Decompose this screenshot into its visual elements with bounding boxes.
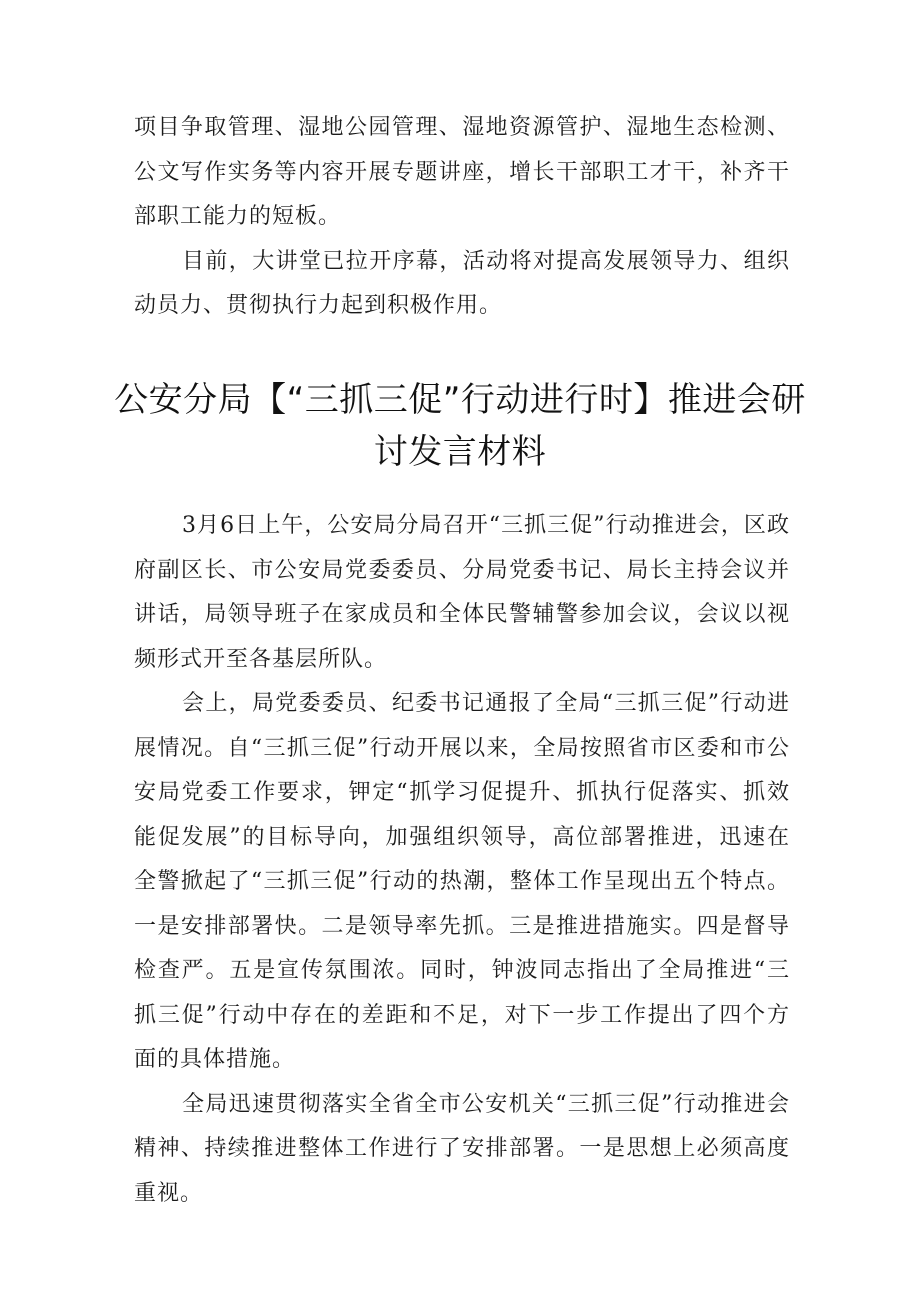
article-title-line-2: 讨发言材料 (373, 432, 547, 472)
article-title (100, 374, 820, 478)
article-title-line-1: 公安分局【“三抓三促”行动进行时】推进会研 (114, 380, 806, 420)
intro-section (134, 106, 790, 329)
body-paragraph-3: 全局迅速贯彻落实全省全市公安机关“三抓三促”行动推进会精神、持续推进整体工作进行了安排部署。一是思想上必须高度重视。 (134, 1091, 790, 1206)
intro-paragraph-1: 项目争取管理、湿地公园管理、湿地资源管护、湿地生态检测、公文写作实务等内容开展专题讲座，增长干部职工才干，补齐干部职工能力的短板。 (134, 115, 790, 229)
article-body (134, 504, 790, 1216)
body-paragraph-2: 会上，局党委委员、纪委书记通报了全局“三抓三促”行动进展情况。自“三抓三促”行动开展以来，全局按照省市区委和市公安局党委工作要求，钾定“抓学习促提升、抓执行促落实、抓效能促发展”的目标导向，加强组织领导，高位部署推进，迅速在全警掀起了“三抓三促”行动的热潮，整体工作呈现出五个特点。一是安排部署快。二是领导率先抓。三是推进措施实。四是督导检查严。五是宣传氛围浓。同时，钟波同志指出了全局推进“三抓三促”行动中存在的差距和不足，对下一步工作提出了四个方面的具体措施。 (134, 691, 790, 1072)
intro-paragraph-2: 目前，大讲堂已拉开序幕，活动将对提高发展领导力、组织动员力、贯彻执行力起到积极作用。 (134, 248, 790, 318)
body-paragraph-1: 3月6日上午，公安局分局召开“三抓三促”行动推进会，区政府副区长、市公安局党委委员、分局党委书记、局长主持会议并讲话，局领导班子在家成员和全体民警辅警参加会议，会议以视频形式开至各基层所队。 (134, 513, 790, 672)
